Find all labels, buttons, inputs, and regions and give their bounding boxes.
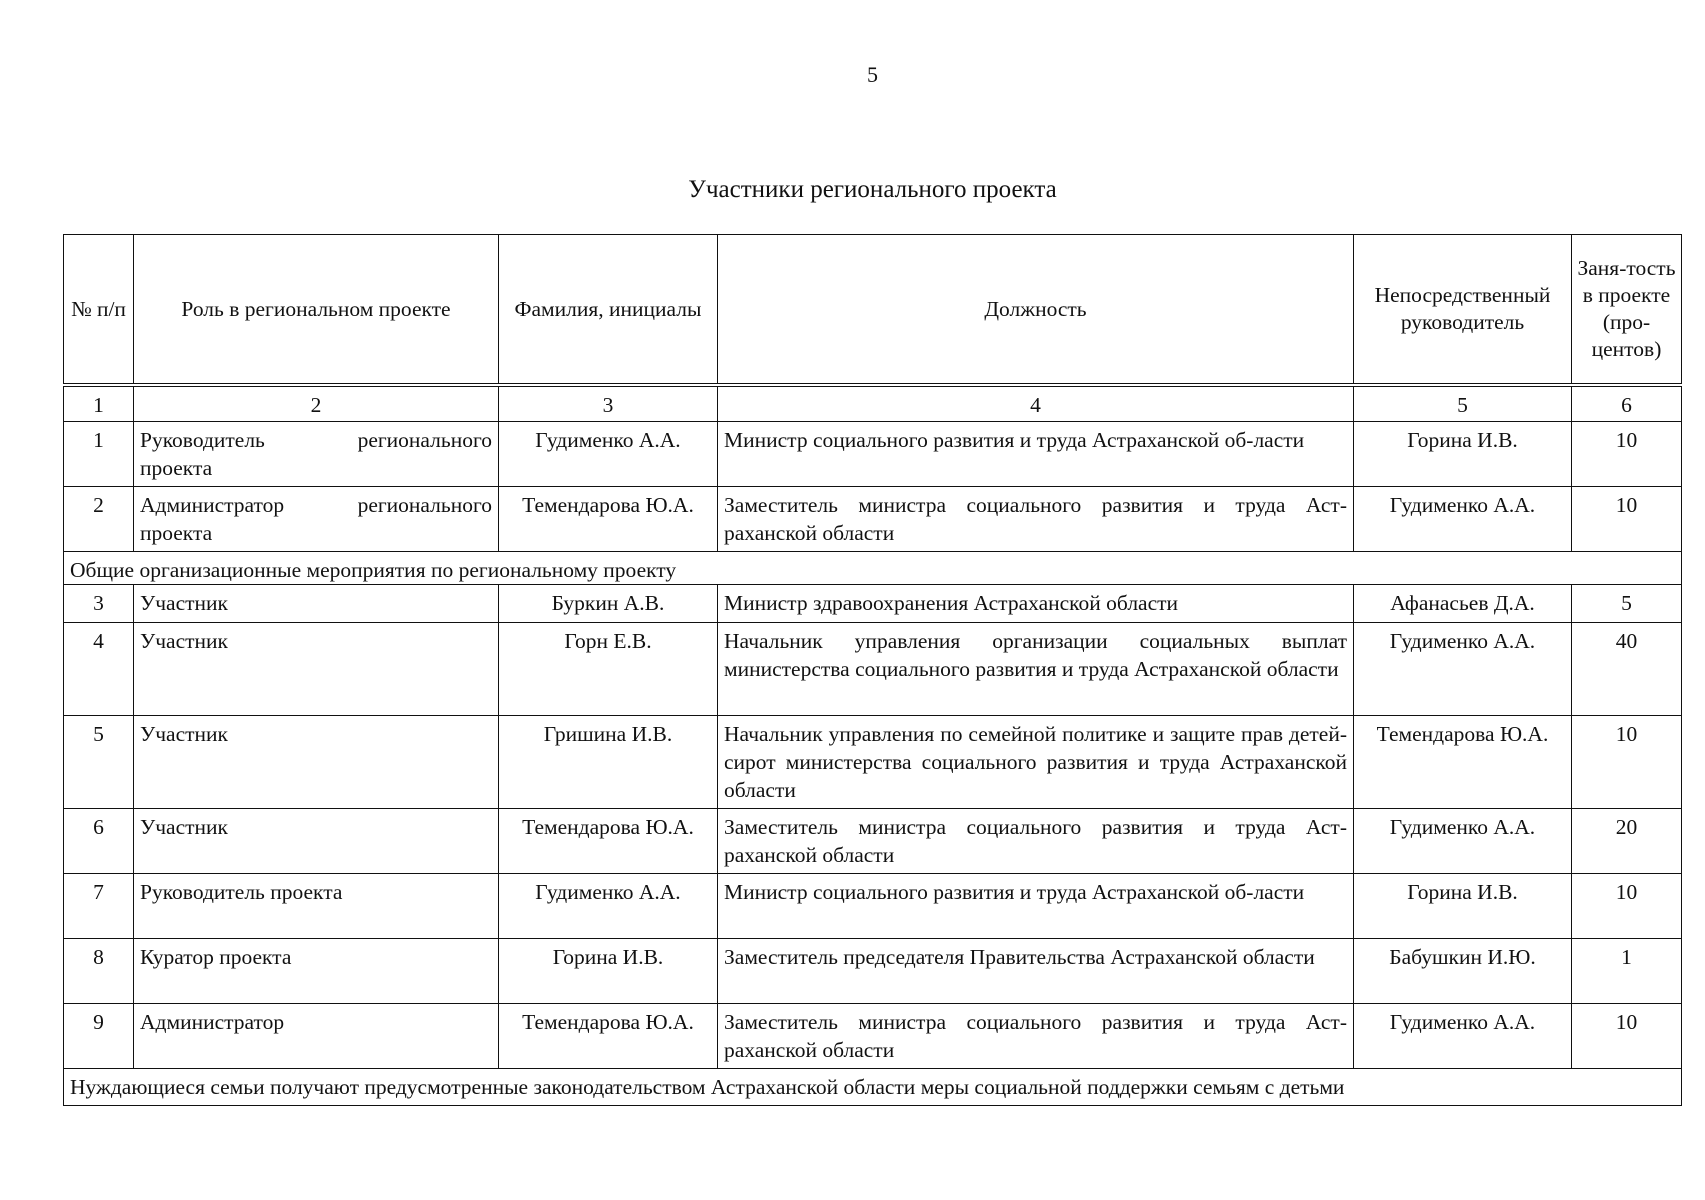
row-employment: 10: [1572, 422, 1682, 487]
page-number: 5: [867, 62, 878, 87]
header-name: Фамилия, инициалы: [499, 235, 718, 386]
row-role: [134, 487, 499, 552]
row-name: Темендарова Ю.А.: [499, 487, 718, 552]
table-row: [64, 716, 1682, 809]
row-employment: 40: [1572, 623, 1682, 716]
row-role-part: проекта: [140, 456, 213, 480]
table-row: [64, 939, 1682, 1004]
header-num: № п/п: [64, 235, 134, 386]
table-row: [64, 874, 1682, 939]
participants-table: [63, 234, 1682, 1106]
row-supervisor: Горина И.В.: [1354, 422, 1572, 487]
row-num: 6: [64, 809, 134, 874]
row-position: Министр здравоохранения Астраханской области: [718, 585, 1354, 623]
row-position: Заместитель министра социального развития и труда Аст-раханской области: [718, 809, 1354, 874]
row-supervisor: Афанасьев Д.А.: [1354, 585, 1572, 623]
row-num: 2: [64, 487, 134, 552]
row-name: Гудименко А.А.: [499, 422, 718, 487]
table-row: [64, 585, 1682, 623]
column-number: 2: [134, 385, 499, 422]
column-number: 3: [499, 385, 718, 422]
row-name: Гришина И.В.: [499, 716, 718, 809]
column-number: 5: [1354, 385, 1572, 422]
row-position: Заместитель министра социального развития и труда Аст-раханской области: [718, 487, 1354, 552]
column-number: 4: [718, 385, 1354, 422]
row-supervisor: Горина И.В.: [1354, 874, 1572, 939]
section-row: [64, 1069, 1682, 1106]
row-num: 4: [64, 623, 134, 716]
row-supervisor: Гудименко А.А.: [1354, 1004, 1572, 1069]
row-name: Темендарова Ю.А.: [499, 809, 718, 874]
table-header-row: [64, 235, 1682, 386]
row-role: Участник: [134, 716, 499, 809]
row-name: Гудименко А.А.: [499, 874, 718, 939]
row-role: Руководитель проекта: [134, 874, 499, 939]
table-row: [64, 623, 1682, 716]
row-num: 1: [64, 422, 134, 487]
table-row: [64, 809, 1682, 874]
row-supervisor: Гудименко А.А.: [1354, 487, 1572, 552]
column-number: 6: [1572, 385, 1682, 422]
row-supervisor: Гудименко А.А.: [1354, 623, 1572, 716]
column-number-row: [64, 385, 1682, 422]
table-row: [64, 487, 1682, 552]
row-num: 3: [64, 585, 134, 623]
row-num: 9: [64, 1004, 134, 1069]
row-position: Министр социального развития и труда Астраханской об-ласти: [718, 874, 1354, 939]
row-role: [134, 422, 499, 487]
header-role: Роль в региональном проекте: [134, 235, 499, 386]
row-role: Участник: [134, 809, 499, 874]
row-supervisor: Темендарова Ю.А.: [1354, 716, 1572, 809]
column-number: 1: [64, 385, 134, 422]
row-num: 8: [64, 939, 134, 1004]
row-role-part: регионального: [357, 428, 492, 452]
row-name: Горн Е.В.: [499, 623, 718, 716]
row-role-part: Администратор: [140, 493, 285, 517]
row-employment: 20: [1572, 809, 1682, 874]
row-role-part: регионального: [357, 493, 492, 517]
row-role: Участник: [134, 623, 499, 716]
section-families-label: Нуждающиеся семьи получают предусмотренные законодательством Астраханской области меры социальной поддержки семьям с детьми: [64, 1069, 1682, 1106]
section-general-label: Общие организационные мероприятия по региональному проекту: [64, 552, 1682, 585]
row-name: Буркин А.В.: [499, 585, 718, 623]
row-role-part: проекта: [140, 521, 213, 545]
row-supervisor: Гудименко А.А.: [1354, 809, 1572, 874]
section-row: [64, 552, 1682, 585]
row-role-part: Руководитель: [140, 428, 265, 452]
row-num: 7: [64, 874, 134, 939]
header-supervisor: Непосредственный руководитель: [1354, 235, 1572, 386]
row-employment: 1: [1572, 939, 1682, 1004]
row-employment: 10: [1572, 716, 1682, 809]
row-name: Горина И.В.: [499, 939, 718, 1004]
row-employment: 10: [1572, 487, 1682, 552]
table-row: [64, 1004, 1682, 1069]
row-role: Участник: [134, 585, 499, 623]
table-row: [64, 422, 1682, 487]
row-position: Заместитель председателя Правительства Астраханской области: [718, 939, 1354, 1004]
row-role: Куратор проекта: [134, 939, 499, 1004]
row-supervisor: Бабушкин И.Ю.: [1354, 939, 1572, 1004]
header-employment: Заня-тость в проекте (про-центов): [1572, 235, 1682, 386]
row-position: Заместитель министра социального развития и труда Аст-раханской области: [718, 1004, 1354, 1069]
row-num: 5: [64, 716, 134, 809]
row-position: Министр социального развития и труда Астраханской об-ласти: [718, 422, 1354, 487]
row-name: Темендарова Ю.А.: [499, 1004, 718, 1069]
row-employment: 10: [1572, 1004, 1682, 1069]
header-position: Должность: [718, 235, 1354, 386]
row-role: Администратор: [134, 1004, 499, 1069]
row-employment: 5: [1572, 585, 1682, 623]
page-title: Участники регионального проекта: [688, 176, 1057, 203]
row-employment: 10: [1572, 874, 1682, 939]
row-position: Начальник управления по семейной политике и защите прав детей-сирот министерства социального развития и труда Астраханской области: [718, 716, 1354, 809]
row-position: Начальник управления организации социальных выплат министерства социального развития и труда Астраханской области: [718, 623, 1354, 716]
